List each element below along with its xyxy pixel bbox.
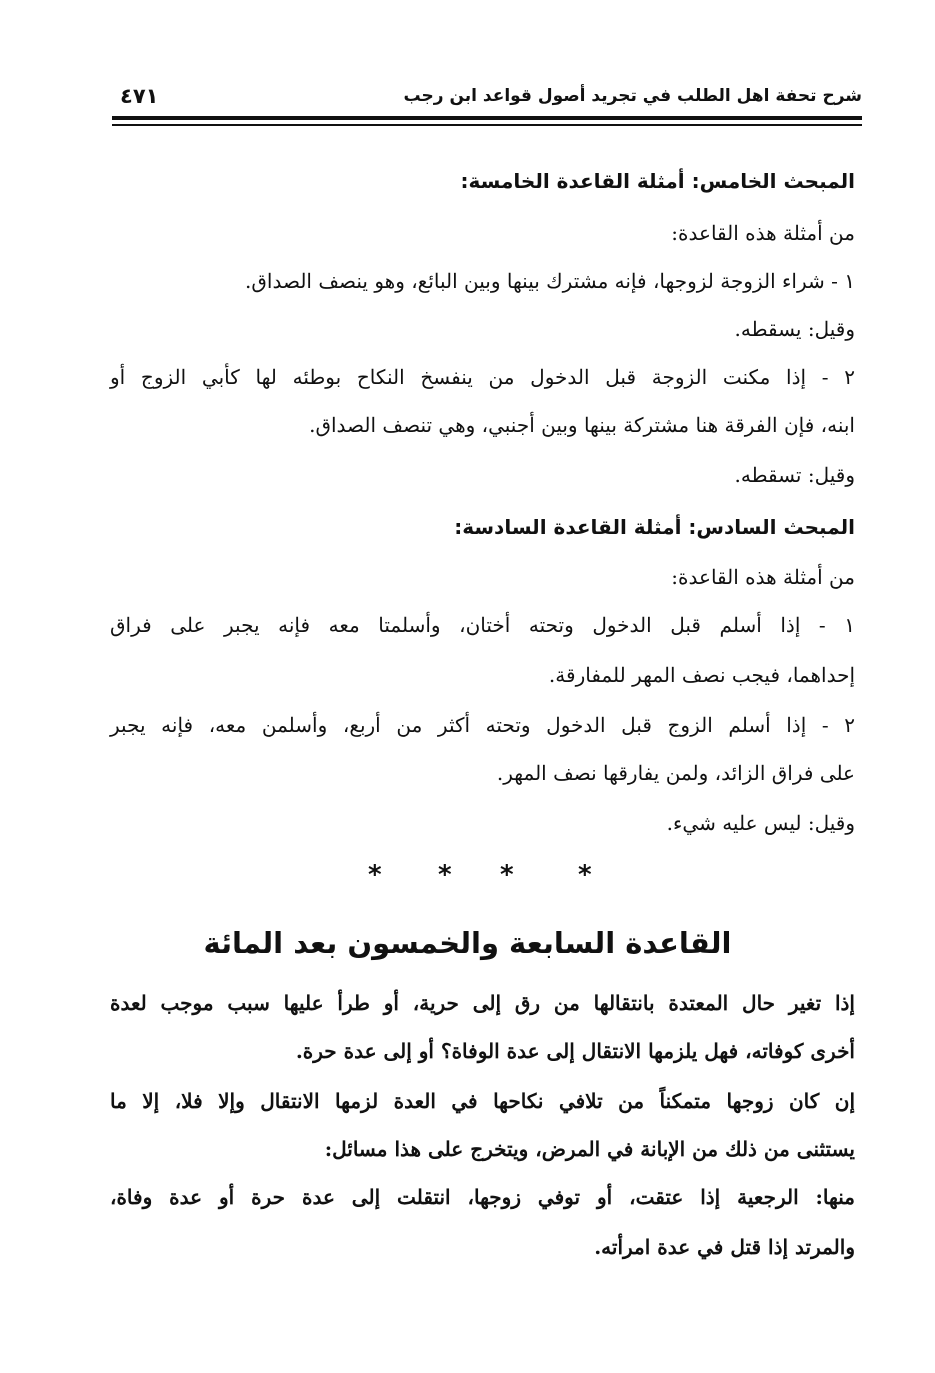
section6-example1-line2: إحداهما، فيجب نصف المهر للمفارقة.: [548, 663, 855, 687]
separator-star: *: [368, 860, 382, 890]
header-rule-thin: [112, 124, 862, 126]
section5-example2-alt: وقيل: تسقطه.: [734, 463, 855, 487]
section5-intro: من أمثلة هذه القاعدة:: [671, 221, 855, 245]
section6-example1-line1: ١ - إذا أسلم قبل الدخول وتحته أختان، وأسلمتا معه فإنه يجبر على فراق: [110, 613, 855, 637]
section5-example2-line1: ٢ - إذا مكنت الزوجة قبل الدخول من ينفسخ النكاح بوطئه لها كأبي الزوج أو: [110, 365, 855, 389]
section6-intro: من أمثلة هذه القاعدة:: [671, 565, 855, 589]
section5-example1: ١ - شراء الزوجة لزوجها، فإنه مشترك بينها وبين البائع، وهو ينصف الصداق.: [245, 269, 855, 293]
chapter-paragraph1-line2: أخرى كوفاته، فهل يلزمها الانتقال إلى عدة الوفاة؟ أو إلى عدة حرة.: [295, 1039, 855, 1063]
separator-star: *: [438, 860, 452, 890]
page-number: ٤٧١: [120, 84, 159, 108]
section5-heading: المبحث الخامس: أمثلة القاعدة الخامسة:: [460, 169, 855, 193]
section5-example2-line2: ابنه، فإن الفرقة هنا مشتركة بينها وبين أجنبي، وهي تنصف الصداق.: [309, 413, 855, 437]
chapter-paragraph2-line2: يستثنى من ذلك من الإبانة في المرض، ويتخرج على هذا مسائل:: [324, 1137, 855, 1161]
header-rule-thick: [112, 116, 862, 120]
chapter-paragraph3-line2: والمرتد إذا قتل في عدة امرأته.: [594, 1235, 855, 1259]
star-separator: [0, 860, 935, 890]
chapter-paragraph1-line1: إذا تغير حال المعتدة بانتقالها من رق إلى حرية، أو طرأ عليها سبب موجب لعدة: [110, 991, 855, 1015]
section6-heading: المبحث السادس: أمثلة القاعدة السادسة:: [454, 515, 855, 539]
separator-star: *: [578, 860, 592, 890]
separator-star: *: [500, 860, 514, 890]
section6-example2-line1: ٢ - إذا أسلم الزوج قبل الدخول وتحته أكثر من أربع، وأسلمن معه، فإنه يجبر: [110, 713, 855, 737]
section5-example1-alt: وقيل: يسقطه.: [734, 317, 855, 341]
chapter-paragraph3-line1: منها: الرجعية إذا عتقت، أو توفي زوجها، انتقلت إلى عدة حرة أو عدة وفاة،: [110, 1185, 855, 1209]
running-header: [112, 78, 862, 112]
chapter-paragraph2-line1: إن كان زوجها متمكناً من تلافي نكاحها في العدة لزمها الانتقال وإلا فلا، إلا ما: [110, 1089, 855, 1113]
section6-example2-line2: على فراق الزائد، ولمن يفارقها نصف المهر.: [496, 761, 855, 785]
running-title: شرح تحفة اهل الطلب في تجريد أصول قواعد ابن رجب: [403, 86, 862, 106]
chapter-title: القاعدة السابعة والخمسون بعد المائة: [203, 926, 732, 960]
section6-example2-alt: وقيل: ليس عليه شيء.: [666, 811, 855, 835]
